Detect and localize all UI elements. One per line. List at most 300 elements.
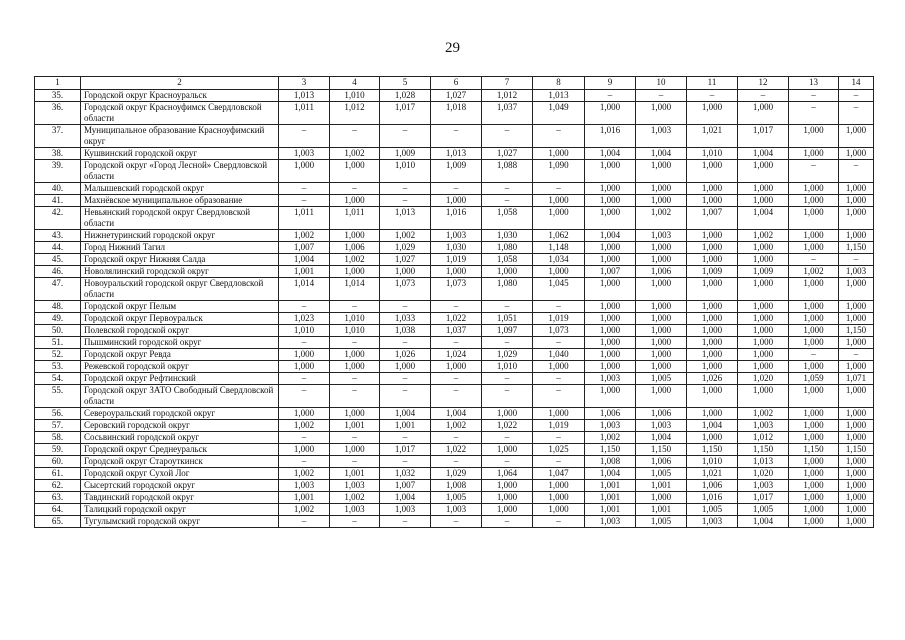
coefficient-cell: 1,000 [636, 385, 687, 408]
coefficient-cell: 1,000 [789, 242, 839, 254]
coefficient-cell: 1,025 [533, 444, 585, 456]
municipality-name: Муниципальное образование Красноуфимский округ [81, 125, 279, 148]
row-number: 56. [35, 408, 81, 420]
coefficient-cell: – [431, 183, 482, 195]
coefficient-cell: 1,001 [330, 468, 380, 480]
coefficient-cell: 1,001 [279, 492, 330, 504]
coefficient-cell: 1,010 [687, 456, 738, 468]
coefficient-cell: 1,000 [636, 301, 687, 313]
coefficient-cell: 1,017 [738, 492, 789, 504]
coefficient-cell: 1,001 [380, 420, 431, 432]
coefficient-cell: 1,003 [279, 148, 330, 160]
municipality-name: Новоуральский городской округ Свердловской области [81, 278, 279, 301]
coefficient-cell: – [533, 432, 585, 444]
row-number: 41. [35, 195, 81, 207]
coefficient-cell: 1,003 [738, 480, 789, 492]
coefficient-cell: 1,000 [687, 195, 738, 207]
coefficient-cell: – [380, 385, 431, 408]
table-row [35, 266, 874, 278]
coefficient-cell: – [482, 195, 533, 207]
coefficient-cell: 1,000 [839, 195, 874, 207]
coefficient-cell: 1,006 [585, 408, 636, 420]
coefficient-cell: 1,000 [738, 361, 789, 373]
coefficient-cell: 1,001 [585, 504, 636, 516]
row-number: 57. [35, 420, 81, 432]
coefficient-cell: 1,000 [687, 313, 738, 325]
coefficient-cell: 1,029 [431, 468, 482, 480]
coefficient-cell: 1,000 [839, 456, 874, 468]
coefficient-cell: 1,004 [636, 148, 687, 160]
row-number: 36. [35, 102, 81, 125]
column-header: 13 [789, 77, 839, 90]
coefficient-cell: 1,000 [789, 125, 839, 148]
coefficient-cell: 1,000 [585, 385, 636, 408]
coefficient-cell: 1,062 [533, 230, 585, 242]
coefficient-cell: 1,003 [636, 230, 687, 242]
coefficient-cell: 1,000 [839, 148, 874, 160]
coefficient-cell: 1,022 [482, 420, 533, 432]
coefficient-cell: 1,000 [482, 504, 533, 516]
coefficient-cell: 1,010 [380, 160, 431, 183]
coefficient-cell: 1,013 [431, 148, 482, 160]
coefficient-cell: 1,000 [789, 325, 839, 337]
coefficient-cell: 1,005 [687, 504, 738, 516]
municipality-name: Городской округ Среднеуральск [81, 444, 279, 456]
table-row [35, 349, 874, 361]
coefficient-cell: – [839, 160, 874, 183]
coefficient-cell: – [533, 183, 585, 195]
coefficient-cell: 1,000 [533, 480, 585, 492]
coefficient-cell: 1,073 [431, 278, 482, 301]
row-number: 48. [35, 301, 81, 313]
coefficient-cell: 1,064 [482, 468, 533, 480]
column-header: 7 [482, 77, 533, 90]
coefficient-cell: 1,027 [431, 90, 482, 102]
coefficient-cell: 1,000 [738, 325, 789, 337]
municipality-name: Махнёвское муниципальное образование [81, 195, 279, 207]
coefficient-cell: 1,037 [482, 102, 533, 125]
coefficient-cell: 1,002 [330, 254, 380, 266]
coefficient-cell: 1,009 [380, 148, 431, 160]
coefficient-cell: 1,000 [585, 254, 636, 266]
coefficient-cell: 1,014 [330, 278, 380, 301]
coefficient-cell: 1,000 [839, 278, 874, 301]
municipality-name: Невьянский городской округ Свердловской области [81, 207, 279, 230]
coefficient-cell: 1,000 [839, 385, 874, 408]
row-number: 53. [35, 361, 81, 373]
coefficient-cell: – [533, 516, 585, 528]
coefficient-cell: – [482, 385, 533, 408]
coefficient-cell: 1,000 [636, 160, 687, 183]
row-number: 42. [35, 207, 81, 230]
row-number: 47. [35, 278, 81, 301]
coefficient-cell: 1,000 [636, 195, 687, 207]
coefficient-cell: 1,000 [431, 195, 482, 207]
coefficient-cell: 1,000 [738, 278, 789, 301]
coefficient-cell: 1,010 [330, 313, 380, 325]
row-number: 40. [35, 183, 81, 195]
coefficient-cell: 1,003 [431, 230, 482, 242]
row-number: 38. [35, 148, 81, 160]
coefficient-cell: – [380, 516, 431, 528]
coefficient-cell: 1,013 [533, 90, 585, 102]
table-row [35, 102, 874, 125]
coefficient-cell: 1,000 [636, 492, 687, 504]
coefficient-cell: 1,000 [330, 195, 380, 207]
coefficient-cell: 1,001 [636, 480, 687, 492]
coefficient-cell: 1,003 [279, 480, 330, 492]
table-row [35, 408, 874, 420]
coefficient-cell: 1,021 [687, 468, 738, 480]
coefficient-cell: 1,029 [482, 349, 533, 361]
municipality-name: Городской округ Нижняя Салда [81, 254, 279, 266]
coefficient-cell: 1,073 [533, 325, 585, 337]
coefficient-cell: 1,000 [738, 349, 789, 361]
coefficient-cell: 1,000 [585, 207, 636, 230]
municipality-name: Серовский городской округ [81, 420, 279, 432]
coefficient-cell: 1,001 [636, 504, 687, 516]
municipality-name: Тавдинский городской округ [81, 492, 279, 504]
coefficient-cell: 1,000 [738, 301, 789, 313]
coefficient-cell: 1,006 [687, 480, 738, 492]
coefficient-cell: – [482, 337, 533, 349]
table-row [35, 432, 874, 444]
coefficient-cell: 1,002 [431, 420, 482, 432]
coefficient-cell: 1,003 [585, 373, 636, 385]
coefficient-cell: 1,000 [839, 420, 874, 432]
coefficient-cell: 1,049 [533, 102, 585, 125]
coefficient-cell: 1,027 [482, 148, 533, 160]
coefficient-cell: 1,150 [687, 444, 738, 456]
coefficient-cell: 1,009 [738, 266, 789, 278]
coefficient-cell: 1,000 [330, 349, 380, 361]
coefficient-cell: – [279, 183, 330, 195]
coefficient-cell: – [636, 90, 687, 102]
coefficient-cell: 1,000 [533, 195, 585, 207]
column-header: 11 [687, 77, 738, 90]
coefficient-cell: 1,008 [431, 480, 482, 492]
coefficient-cell: 1,000 [789, 183, 839, 195]
municipality-name: Сосьвинский городской округ [81, 432, 279, 444]
coefficient-cell: – [482, 516, 533, 528]
coefficient-cell: 1,002 [279, 468, 330, 480]
coefficient-cell: 1,006 [636, 456, 687, 468]
coefficient-cell: 1,011 [279, 207, 330, 230]
coefficient-cell: – [482, 301, 533, 313]
coefficient-cell: 1,080 [482, 242, 533, 254]
municipality-name: Городской округ Староуткинск [81, 456, 279, 468]
coefficient-cell: 1,024 [431, 349, 482, 361]
row-number: 46. [35, 266, 81, 278]
coefficient-cell: 1,000 [789, 361, 839, 373]
coefficient-cell: 1,019 [431, 254, 482, 266]
municipality-name: Городской округ Рефтинский [81, 373, 279, 385]
coefficient-cell: 1,000 [585, 242, 636, 254]
coefficient-cell: 1,009 [431, 160, 482, 183]
coefficient-cell: 1,006 [636, 266, 687, 278]
row-number: 37. [35, 125, 81, 148]
coefficient-cell: 1,000 [789, 420, 839, 432]
coefficient-cell: – [330, 183, 380, 195]
row-number: 43. [35, 230, 81, 242]
row-number: 64. [35, 504, 81, 516]
table-row [35, 254, 874, 266]
coefficient-cell: 1,000 [482, 480, 533, 492]
row-number: 63. [35, 492, 81, 504]
coefficient-cell: 1,000 [687, 254, 738, 266]
coefficient-cell: 1,000 [636, 349, 687, 361]
coefficient-cell: – [279, 385, 330, 408]
coefficient-cell: 1,004 [585, 230, 636, 242]
coefficient-cell: – [482, 432, 533, 444]
coefficient-cell: – [380, 183, 431, 195]
coefficient-cell: 1,000 [533, 207, 585, 230]
row-number: 59. [35, 444, 81, 456]
coefficient-cell: 1,000 [789, 385, 839, 408]
table-row [35, 504, 874, 516]
coefficient-cell: 1,003 [687, 516, 738, 528]
coefficient-cell: 1,000 [279, 361, 330, 373]
coefficient-cell: 1,000 [789, 278, 839, 301]
coefficient-cell: 1,016 [687, 492, 738, 504]
coefficient-cell: 1,002 [330, 492, 380, 504]
coefficient-cell: – [330, 516, 380, 528]
coefficient-cell: 1,000 [482, 266, 533, 278]
table-row [35, 325, 874, 337]
table-row [35, 444, 874, 456]
coefficient-cell: 1,000 [687, 230, 738, 242]
coefficient-cell: – [431, 373, 482, 385]
coefficient-cell: – [431, 125, 482, 148]
coefficient-cell: 1,002 [279, 504, 330, 516]
coefficient-cell: 1,003 [585, 420, 636, 432]
coefficient-cell: 1,002 [279, 230, 330, 242]
coefficient-cell: 1,010 [687, 148, 738, 160]
coefficient-cell: 1,003 [636, 420, 687, 432]
coefficient-cell: 1,003 [431, 504, 482, 516]
municipality-name: Городской округ Ревда [81, 349, 279, 361]
coefficient-cell: 1,011 [330, 207, 380, 230]
table-body [35, 90, 874, 528]
coefficient-cell: 1,000 [330, 361, 380, 373]
coefficient-cell: – [789, 90, 839, 102]
coefficient-cell: – [789, 160, 839, 183]
municipality-name: Городской округ Красноуфимск Свердловской области [81, 102, 279, 125]
coefficient-cell: – [279, 301, 330, 313]
coefficient-cell: 1,000 [533, 408, 585, 420]
coefficient-cell: – [482, 373, 533, 385]
coefficient-cell: 1,005 [636, 468, 687, 480]
coefficient-cell: – [279, 195, 330, 207]
coefficient-cell: – [533, 125, 585, 148]
coefficient-cell: 1,010 [330, 90, 380, 102]
coefficient-cell: 1,000 [687, 408, 738, 420]
row-number: 60. [35, 456, 81, 468]
column-header: 4 [330, 77, 380, 90]
coefficient-cell: 1,004 [279, 254, 330, 266]
coefficient-cell: 1,005 [738, 504, 789, 516]
coefficient-cell: 1,000 [585, 102, 636, 125]
coefficient-cell: 1,020 [738, 373, 789, 385]
coefficient-cell: 1,000 [839, 468, 874, 480]
coefficient-cell: 1,000 [330, 408, 380, 420]
coefficient-cell: 1,005 [636, 516, 687, 528]
coefficient-cell: – [533, 337, 585, 349]
coefficient-cell: 1,000 [789, 313, 839, 325]
coefficient-cell: 1,000 [330, 160, 380, 183]
column-header: 14 [839, 77, 874, 90]
coefficient-cell: 1,013 [380, 207, 431, 230]
coefficient-cell: 1,012 [330, 102, 380, 125]
row-number: 44. [35, 242, 81, 254]
coefficient-cell: – [330, 456, 380, 468]
coefficient-cell: – [279, 432, 330, 444]
column-header: 1 [35, 77, 81, 90]
coefficient-cell: 1,073 [380, 278, 431, 301]
coefficient-cell: 1,000 [687, 278, 738, 301]
coefficient-cell: 1,016 [585, 125, 636, 148]
coefficient-cell: 1,001 [279, 266, 330, 278]
coefficient-cell: 1,004 [380, 492, 431, 504]
coefficient-cell: 1,088 [482, 160, 533, 183]
coefficient-cell: 1,004 [738, 207, 789, 230]
coefficient-cell: – [380, 456, 431, 468]
coefficient-cell: 1,000 [839, 361, 874, 373]
coefficient-cell: 1,000 [789, 504, 839, 516]
table-row [35, 195, 874, 207]
coefficient-cell: 1,000 [839, 432, 874, 444]
coefficient-cell: 1,002 [380, 230, 431, 242]
coefficient-cell: 1,000 [636, 102, 687, 125]
coefficient-cell: 1,002 [330, 148, 380, 160]
coefficient-cell: 1,059 [789, 373, 839, 385]
table-row [35, 420, 874, 432]
coefficient-cell: 1,000 [279, 349, 330, 361]
page-number: 29 [445, 40, 460, 56]
coefficient-cell: 1,001 [585, 480, 636, 492]
coefficient-cell: 1,000 [482, 408, 533, 420]
table-row [35, 148, 874, 160]
column-header: 10 [636, 77, 687, 90]
coefficient-cell: – [431, 301, 482, 313]
coefficient-cell: 1,030 [482, 230, 533, 242]
municipality-name: Пышминский городской округ [81, 337, 279, 349]
coefficient-cell: – [839, 102, 874, 125]
coefficient-cell: 1,002 [738, 230, 789, 242]
coefficient-cell: 1,034 [533, 254, 585, 266]
coefficient-cell: – [330, 373, 380, 385]
coefficient-cell: 1,000 [636, 337, 687, 349]
coefficient-cell: 1,000 [789, 408, 839, 420]
coefficient-cell: 1,000 [789, 195, 839, 207]
coefficient-cell: 1,000 [533, 504, 585, 516]
coefficient-cell: 1,150 [839, 242, 874, 254]
coefficient-cell: 1,000 [585, 278, 636, 301]
row-number: 52. [35, 349, 81, 361]
coefficient-cell: 1,000 [330, 444, 380, 456]
coefficient-cell: 1,004 [431, 408, 482, 420]
coefficient-cell: 1,040 [533, 349, 585, 361]
table-row [35, 183, 874, 195]
coefficient-cell: 1,047 [533, 468, 585, 480]
municipality-name: Городской округ ЗАТО Свободный Свердловской области [81, 385, 279, 408]
coefficient-cell: 1,000 [738, 183, 789, 195]
coefficient-cell: 1,008 [585, 456, 636, 468]
table-row [35, 468, 874, 480]
coefficient-cell: 1,000 [687, 337, 738, 349]
coefficient-cell: 1,000 [482, 444, 533, 456]
coefficient-cell: 1,000 [636, 278, 687, 301]
coefficient-cell: 1,000 [789, 456, 839, 468]
row-number: 49. [35, 313, 81, 325]
coefficient-cell: 1,150 [839, 325, 874, 337]
coefficient-cell: 1,006 [636, 408, 687, 420]
coefficient-cell: 1,026 [687, 373, 738, 385]
municipality-name: Городской округ Пелым [81, 301, 279, 313]
coefficient-cell: 1,002 [279, 420, 330, 432]
coefficient-cell: 1,000 [839, 516, 874, 528]
coefficient-cell: 1,148 [533, 242, 585, 254]
coefficient-cell: 1,004 [636, 432, 687, 444]
coefficient-cell: 1,000 [687, 325, 738, 337]
table-row [35, 385, 874, 408]
municipality-name: Город Нижний Тагил [81, 242, 279, 254]
coefficient-cell: – [330, 385, 380, 408]
coefficient-cell: – [533, 373, 585, 385]
coefficient-cell: 1,003 [330, 504, 380, 516]
coefficient-cell: 1,010 [279, 325, 330, 337]
coefficient-cell: 1,000 [789, 148, 839, 160]
table-row [35, 207, 874, 230]
row-number: 55. [35, 385, 81, 408]
coefficient-cell: 1,000 [839, 337, 874, 349]
coefficient-cell: 1,000 [789, 492, 839, 504]
coefficient-cell: – [380, 373, 431, 385]
coefficient-cell: 1,000 [738, 242, 789, 254]
coefficient-cell: 1,017 [738, 125, 789, 148]
coefficient-cell: 1,003 [585, 516, 636, 528]
coefficient-cell: – [330, 432, 380, 444]
coefficient-cell: 1,000 [585, 301, 636, 313]
coefficient-cell: – [279, 456, 330, 468]
coefficient-cell: 1,000 [687, 385, 738, 408]
coefficient-cell: 1,003 [636, 125, 687, 148]
coefficient-cell: 1,000 [687, 301, 738, 313]
table-row [35, 301, 874, 313]
column-header: 8 [533, 77, 585, 90]
column-header: 3 [279, 77, 330, 90]
row-number: 50. [35, 325, 81, 337]
coefficient-cell: 1,058 [482, 254, 533, 266]
coefficient-cell: 1,000 [330, 266, 380, 278]
table-header-row [35, 77, 874, 90]
coefficient-cell: 1,000 [839, 492, 874, 504]
coefficient-cell: – [482, 183, 533, 195]
coefficient-cell: 1,000 [687, 349, 738, 361]
coefficient-cell: – [789, 254, 839, 266]
coefficient-cell: 1,001 [585, 492, 636, 504]
coefficient-cell: 1,000 [839, 230, 874, 242]
coefficient-cell: 1,000 [636, 361, 687, 373]
coefficient-cell: 1,000 [279, 408, 330, 420]
coefficient-cell: 1,000 [789, 230, 839, 242]
row-number: 39. [35, 160, 81, 183]
coefficient-cell: 1,002 [738, 408, 789, 420]
coefficient-cell: – [687, 90, 738, 102]
coefficient-cell: 1,000 [738, 337, 789, 349]
coefficient-cell: 1,000 [839, 408, 874, 420]
coefficient-cell: 1,004 [738, 148, 789, 160]
